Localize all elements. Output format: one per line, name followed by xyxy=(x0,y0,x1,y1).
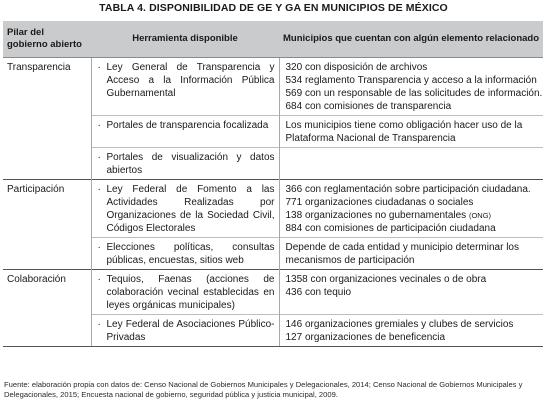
header-tool: Herramienta disponible xyxy=(91,21,279,58)
bullet: · xyxy=(97,120,101,131)
municipalities-cell xyxy=(279,180,543,238)
municipality-line: 684 con comisiones de transparencia xyxy=(285,101,452,112)
municipalities-cell xyxy=(279,315,543,347)
bullet: · xyxy=(97,62,101,73)
municipality-line: 1358 con organizaciones vecinales o de obra xyxy=(285,274,487,285)
municipalities-cell xyxy=(279,58,543,116)
tool-cell xyxy=(91,315,279,347)
municipalities-cell xyxy=(279,148,543,180)
municipality-line xyxy=(286,209,540,222)
municipalities-cell xyxy=(279,116,543,148)
tool-text: Portales de transparencia focalizada xyxy=(106,120,269,131)
source-note: Fuente: elaboración propia con datos de: Censo Nacional de Gobiernos Municipales y Delegacionales, 2014; Censo Nacional de Gobiernos Municipales y Delegacionales, 2015; Encuesta nacional de gobierno, seguridad pública y justicia municipal, 2009. xyxy=(4,380,523,399)
table-row xyxy=(3,238,543,270)
tool-cell xyxy=(91,180,279,238)
municipality-line: Depende de cada entidad y municipio determinar los mecanismos de participación xyxy=(285,242,519,266)
table-row xyxy=(3,148,543,180)
table-row xyxy=(3,315,543,347)
municipality-line: 771 organizaciones ciudadanas o sociales xyxy=(285,197,474,208)
pillar-cell: Colaboración xyxy=(3,270,91,315)
header-pillar: Pilar del gobierno abierto xyxy=(3,21,91,58)
municipalities-cell xyxy=(279,270,543,315)
municipality-text: 138 organizaciones no gubernamentales xyxy=(285,210,467,221)
table-row xyxy=(3,116,543,148)
municipality-line: 146 organizaciones gremiales y clubes de servicios xyxy=(285,319,514,330)
bullet: · xyxy=(97,242,101,253)
pillar-cell xyxy=(3,238,91,270)
tool-cell xyxy=(91,270,279,315)
pillar-cell xyxy=(3,315,91,347)
tool-text: Elecciones políticas, consultas públicas, encuestas, sitios web xyxy=(106,242,275,266)
municipality-line: 320 con disposición de archivos xyxy=(285,62,428,73)
table-title: TABLA 4. DISPONIBILIDAD DE GE Y GA EN MUNICIPIOS DE MÉXICO xyxy=(99,2,448,14)
tool-text: Tequios, Faenas (acciones de colaboración vecinal establecidas en leyes orgánicas municipales) xyxy=(106,274,275,311)
table-row xyxy=(3,180,543,238)
header-municipalities: Municipios que cuentan con algún elemento relacionado xyxy=(279,21,543,58)
availability-table xyxy=(3,21,543,347)
pillar-cell xyxy=(3,148,91,180)
municipality-line: 569 con un responsable de las solicitudes de información. xyxy=(285,88,543,99)
tool-text: Ley General de Transparencia y Acceso a la Información Pública Gubernamental xyxy=(106,62,275,99)
bullet: · xyxy=(97,319,101,330)
municipality-line: Los municipios tiene como obligación hacer uso de la Plataforma Nacional de Transparencia xyxy=(285,120,523,144)
tool-cell xyxy=(91,148,279,180)
municipality-line: 127 organizaciones de beneficencia xyxy=(285,332,446,343)
table-row xyxy=(3,58,543,116)
tool-text: Ley Federal de Fomento a las Actividades Realizadas por Organizaciones de la Sociedad Civil, Códigos Electorales xyxy=(106,184,275,234)
municipality-line: 884 con comisiones de participación ciudadana xyxy=(285,223,496,234)
tool-text: Ley Federal de Asociaciones Público-Privadas xyxy=(106,319,275,343)
ong-note: (ONG) xyxy=(468,211,492,220)
municipalities-cell xyxy=(279,238,543,270)
tool-text: Portales de visualización y datos abiertos xyxy=(106,152,275,176)
municipality-line: 366 con reglamentación sobre participación ciudadana. xyxy=(285,184,531,195)
pillar-cell xyxy=(3,116,91,148)
table-header-row xyxy=(3,21,543,58)
municipality-line: 436 con tequio xyxy=(285,287,352,298)
tool-cell xyxy=(91,58,279,116)
pillar-cell: Transparencia xyxy=(7,62,71,73)
bullet: · xyxy=(97,274,101,285)
pillar-cell: Participación xyxy=(3,180,91,238)
municipality-line: 534 reglamento Transparencia y acceso a la información xyxy=(285,75,537,86)
bullet: · xyxy=(97,152,101,163)
tool-cell xyxy=(91,238,279,270)
bullet: · xyxy=(97,184,101,195)
table-row xyxy=(3,270,543,315)
tool-cell xyxy=(91,116,279,148)
